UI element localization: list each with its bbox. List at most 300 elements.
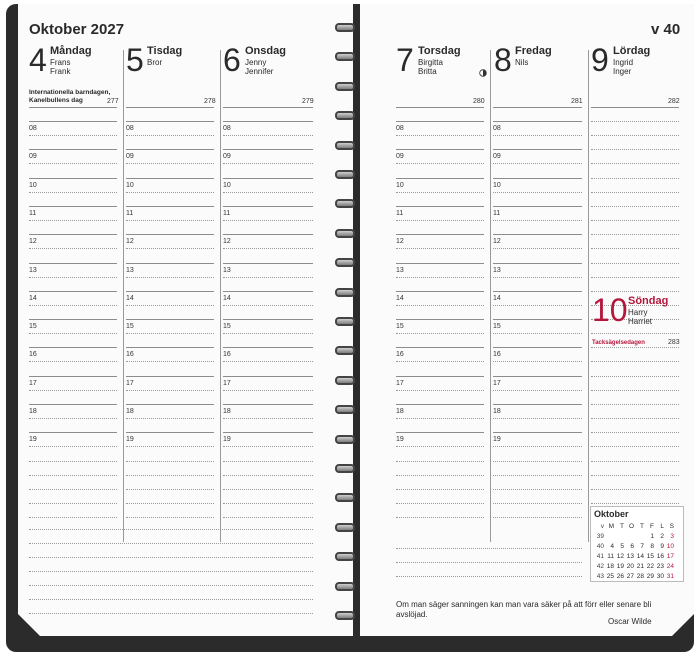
time-line [223,432,313,433]
time-line [396,347,484,348]
name-day: Bror [147,58,163,67]
time-line [126,149,214,150]
half-hour-line [396,163,484,164]
name-day: Jenny [245,58,267,67]
spiral-ring [335,435,355,444]
half-hour-line [223,163,313,164]
spiral-ring [335,611,355,620]
spiral-ring [335,376,355,385]
day-of-year: 278 [204,98,216,105]
time-line [591,121,679,122]
hour-label: 15 [396,323,404,331]
hour-label: 14 [126,294,134,302]
note-line [29,503,117,504]
mini-calendar-cell: 2 [660,532,664,540]
mini-calendar-cell: 22 [646,562,654,570]
mini-calendar-cell: 13 [626,552,634,560]
note-line [223,503,313,504]
hour-label: 13 [396,266,404,274]
half-hour-line [126,277,214,278]
hour-label: 11 [223,209,231,217]
half-hour-line [493,135,582,136]
hour-label: 10 [126,181,134,189]
time-line [126,404,214,405]
mini-calendar-cell: 15 [646,552,654,560]
mini-calendar-row [593,521,675,531]
note-line [396,548,582,549]
hour-label: 09 [396,153,404,161]
half-hour-line [223,192,313,193]
time-line [29,404,117,405]
time-line [591,192,679,193]
hour-label: 14 [29,294,37,302]
hour-label: 18 [223,408,231,415]
half-hour-line [29,418,117,419]
day-of-year: 283 [668,339,680,346]
half-hour-line [493,361,582,362]
time-line [493,149,582,150]
day-top-rule [396,107,484,108]
time-line [396,319,484,320]
hour-label: 12 [396,238,404,246]
half-hour-line [223,277,313,278]
time-line [29,178,117,179]
hour-label: 10 [29,181,37,189]
hour-label: 14 [493,294,501,302]
hour-label: 11 [396,209,404,217]
mini-calendar-row [593,531,675,541]
hour-label: 11 [29,209,37,217]
note-line [29,475,117,476]
time-line [29,263,117,264]
hour-label: 10 [223,181,231,189]
mini-calendar-cell: 4 [610,542,614,550]
half-hour-line [126,446,214,447]
day-number: 7 [396,42,414,78]
half-hour-line [223,446,313,447]
hour-label: 17 [223,379,231,387]
hour-label: 14 [396,294,404,302]
half-hour-line [493,192,582,193]
hour-label: 09 [126,153,134,161]
note-line [29,543,313,544]
note-line [396,576,582,577]
time-line [223,319,313,320]
mini-calendar-header: T [620,522,624,530]
quote-author: Oscar Wilde [608,617,652,626]
time-line [126,291,214,292]
time-line [396,121,484,122]
spiral-ring [335,52,355,61]
day-number: 5 [126,42,144,78]
hour-label: 08 [396,125,404,132]
time-line [126,206,214,207]
time-line [396,432,484,433]
hour-label: 17 [126,379,134,387]
half-hour-line [396,390,484,391]
hour-label: 13 [126,266,134,274]
note-line [493,461,582,462]
half-hour-line [126,390,214,391]
half-hour-line [223,135,313,136]
time-line [396,263,484,264]
time-line [591,432,679,433]
time-line [493,121,582,122]
time-line [591,206,679,207]
half-hour-line [396,248,484,249]
time-line [29,291,117,292]
time-line [493,263,582,264]
time-line [396,234,484,235]
hour-label: 09 [29,153,37,161]
time-line [493,206,582,207]
half-hour-line [493,163,582,164]
spiral-ring [335,199,355,208]
time-line [29,432,117,433]
column-divider [220,50,221,542]
time-line [591,149,679,150]
half-hour-line [396,361,484,362]
note-line [223,489,313,490]
time-line [591,404,679,405]
name-day: Harriet [628,317,653,326]
time-line [126,263,214,264]
name-day: Britta [418,67,437,76]
mini-calendar-cell: 6 [630,542,634,550]
mini-calendar-cell: 40 [596,542,604,550]
half-hour-line [396,333,484,334]
hour-label: 08 [493,125,501,132]
half-hour-line [223,333,313,334]
half-hour-line [29,446,117,447]
hour-label: 15 [493,323,501,331]
time-line [126,121,214,122]
note-line [126,461,214,462]
day-top-rule [591,107,679,108]
mini-calendar-row [593,541,675,551]
mini-calendar-cell: 39 [596,532,604,540]
half-hour-line [493,248,582,249]
note-line [126,475,214,476]
mini-calendar-cell [615,531,625,541]
name-day: Birgitta [418,58,443,67]
spiral-ring [335,82,355,91]
spiral-ring [335,317,355,326]
day-name: Tisdag [147,45,183,57]
time-line [223,404,313,405]
hour-label: 15 [223,323,231,331]
half-hour-line [223,418,313,419]
mini-calendar-row [593,551,675,561]
time-line [396,376,484,377]
spiral-ring [335,141,355,150]
day-number: 10 [592,292,628,328]
note-line [396,562,582,563]
hour-label: 16 [29,351,37,359]
mini-calendar-cell [635,531,645,541]
name-day: Inger [613,67,632,76]
time-line [223,149,313,150]
week-number: v 40 [651,21,681,38]
day-of-year: 282 [668,98,680,105]
hour-label: 11 [493,209,501,217]
half-hour-line [223,305,313,306]
mini-calendar-header: M [608,522,614,530]
note-line [29,529,313,530]
half-hour-line [126,361,214,362]
hour-label: 17 [493,379,501,387]
hour-label: 16 [493,351,501,359]
hour-label: 13 [223,266,231,274]
mini-calendar-cell: 25 [606,572,614,580]
mini-calendar-row [593,561,675,571]
time-line [29,149,117,150]
mini-calendar-cell: 12 [616,552,624,560]
day-name: Onsdag [245,45,286,57]
half-hour-line [493,418,582,419]
half-hour-line [493,333,582,334]
spiral-ring [335,23,355,32]
hour-label: 18 [126,408,134,415]
spiral-ring [335,464,355,473]
note-line [591,503,679,504]
time-line [29,376,117,377]
first-quarter-moon-icon [479,69,487,77]
mini-calendar-cell: 31 [666,572,674,580]
mini-calendar-cell [625,531,635,541]
hour-label: 10 [396,181,404,189]
holiday-note: Tacksägelsedagen [592,340,645,346]
time-line [493,178,582,179]
hour-label: 16 [396,351,404,359]
hour-label: 12 [493,238,501,246]
hour-label: 16 [126,351,134,359]
time-line [223,178,313,179]
day-name: Torsdag [418,45,461,57]
note-line [223,517,313,518]
column-divider [490,50,491,542]
note-line [396,489,484,490]
time-line [493,347,582,348]
half-hour-line [126,135,214,136]
half-hour-line [396,135,484,136]
hour-label: 18 [493,408,501,415]
time-line [591,376,679,377]
note-line [29,585,313,586]
half-hour-line [126,333,214,334]
mini-calendar-cell: 18 [606,562,614,570]
hour-label: 19 [29,436,37,444]
time-line [591,347,679,348]
mini-calendar-cell: 26 [616,572,624,580]
mini-calendar-cell: 21 [636,562,644,570]
time-line [493,404,582,405]
time-line [223,347,313,348]
hour-label: 18 [396,408,404,415]
mini-calendar-header: v [600,522,604,530]
half-hour-line [493,446,582,447]
hour-label: 14 [223,294,231,302]
hour-label: 15 [126,323,134,331]
mini-calendar-title: Oktober [594,509,629,519]
time-line [591,361,679,362]
hour-label: 16 [223,351,231,359]
holiday-note-line: Internationella barndagen, [29,89,111,96]
time-line [126,376,214,377]
time-line [591,446,679,447]
name-day: Frank [50,67,71,76]
name-day: Ingrid [613,58,634,67]
name-day: Nils [515,58,529,67]
mini-calendar-cell: 28 [636,572,644,580]
note-line [493,489,582,490]
half-hour-line [396,277,484,278]
half-hour-line [126,220,214,221]
hour-label: 13 [493,266,501,274]
time-line [126,432,214,433]
note-line [223,475,313,476]
time-line [591,390,679,391]
column-divider [588,50,589,542]
hour-label: 08 [223,125,231,132]
note-line [396,517,484,518]
hour-label: 18 [29,408,37,415]
note-line [29,461,117,462]
time-line [223,263,313,264]
half-hour-line [29,333,117,334]
time-line [493,234,582,235]
spiral-ring [335,229,355,238]
hour-label: 08 [29,125,37,132]
day-number: 4 [29,42,47,78]
day-number: 8 [494,42,512,78]
day-number: 6 [223,42,241,78]
half-hour-line [126,192,214,193]
day-of-year: 277 [107,98,119,105]
note-line [29,599,313,600]
hour-label: 17 [29,379,37,387]
time-line [396,404,484,405]
day-of-year: 279 [302,98,314,105]
half-hour-line [396,446,484,447]
half-hour-line [29,192,117,193]
spiral-ring [335,582,355,591]
mini-calendar-cell: 20 [626,562,634,570]
spiral-ring [335,170,355,179]
note-line [396,503,484,504]
spiral-ring [335,523,355,532]
mini-calendar-cell: 43 [596,572,604,580]
mini-calendar-cell: 16 [656,552,664,560]
half-hour-line [223,390,313,391]
mini-calendar-cell: 19 [616,562,624,570]
mini-calendar-cell: 42 [596,562,604,570]
time-line [126,234,214,235]
mini-calendar-header: T [640,522,644,530]
half-hour-line [493,305,582,306]
hour-label: 12 [126,238,134,246]
mini-calendar-header: F [650,522,654,530]
half-hour-line [29,163,117,164]
mini-calendar-cell: 17 [666,552,674,560]
half-hour-line [126,418,214,419]
hour-label: 12 [223,238,231,246]
day-name: Lördag [613,45,651,57]
time-line [591,220,679,221]
day-top-rule [223,107,313,108]
half-hour-line [493,220,582,221]
time-line [223,206,313,207]
hour-label: 15 [29,323,37,331]
time-line [591,418,679,419]
mini-calendar-cell: 27 [626,572,634,580]
half-hour-line [29,135,117,136]
holiday-note-line: Kanelbullens dag [29,97,83,104]
mini-calendar-cell: 23 [656,562,664,570]
half-hour-line [29,305,117,306]
note-line [29,613,313,614]
mini-calendar-cell: 14 [636,552,644,560]
note-line [126,503,214,504]
time-line [591,277,679,278]
time-line [493,319,582,320]
note-line [29,489,117,490]
note-line [126,517,214,518]
name-day: Harry [628,308,648,317]
hour-label: 19 [126,436,134,444]
hour-label: 11 [126,209,134,217]
half-hour-line [29,361,117,362]
mini-calendar-header: S [669,522,674,530]
half-hour-line [396,220,484,221]
mini-calendar-cell: 10 [666,542,674,550]
mini-calendar-cell: 7 [640,542,644,550]
time-line [396,178,484,179]
time-line [591,263,679,264]
half-hour-line [396,192,484,193]
hour-label: 19 [223,436,231,444]
mini-calendar-cell: 11 [607,552,614,560]
mini-calendar-cell: 29 [646,572,654,580]
half-hour-line [396,418,484,419]
note-line [591,461,679,462]
time-line [396,206,484,207]
mini-calendar-cell: 30 [656,572,664,580]
spiral-ring [335,258,355,267]
note-line [29,517,117,518]
time-line [223,291,313,292]
day-name: Fredag [515,45,552,57]
day-top-rule [126,107,214,108]
time-line [493,376,582,377]
half-hour-line [29,248,117,249]
hour-label: 09 [493,153,501,161]
spiral-ring [335,405,355,414]
time-line [223,234,313,235]
note-line [396,475,484,476]
note-line [493,475,582,476]
mini-calendar-cell: 5 [620,542,624,550]
note-line [493,503,582,504]
time-line [223,121,313,122]
time-line [591,333,679,334]
day-name: Måndag [50,45,92,57]
mini-calendar-header: L [660,522,664,530]
note-line [29,557,313,558]
day-number: 9 [591,42,609,78]
half-hour-line [223,361,313,362]
time-line [591,234,679,235]
